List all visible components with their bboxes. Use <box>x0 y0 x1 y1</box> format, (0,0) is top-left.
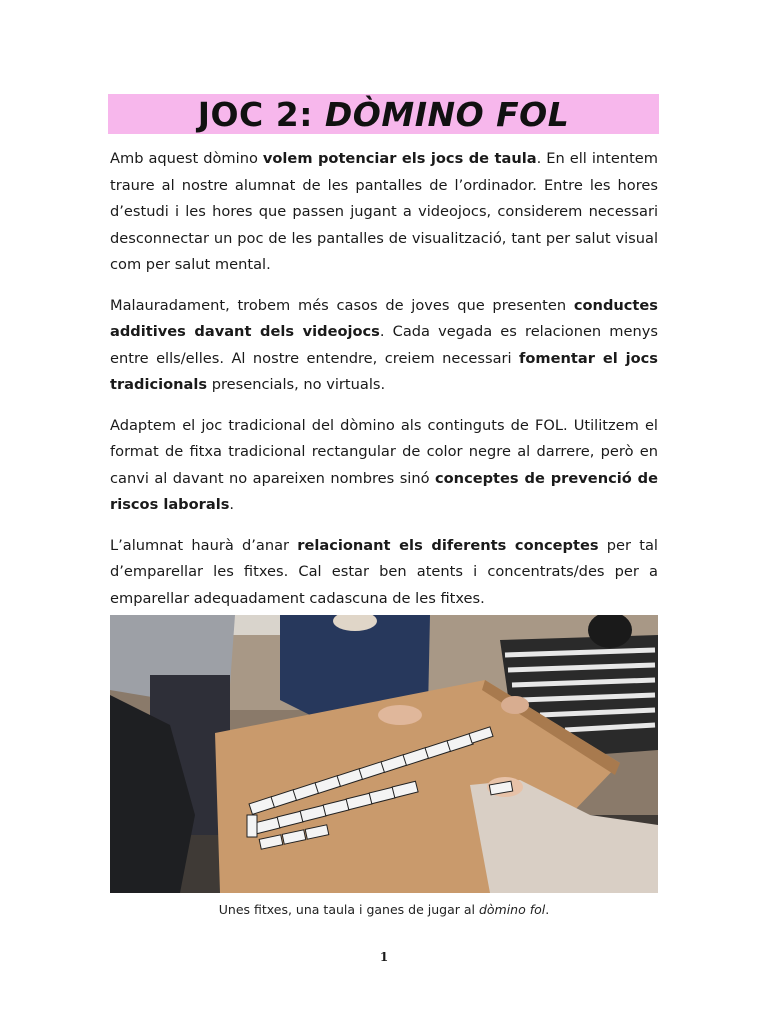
paragraph <box>110 533 658 613</box>
text-segment: . Cada vegada es relacionen menys entre ells/elles. Al nostre entendre, creiem necessari <box>110 323 658 367</box>
page-number: 1 <box>379 950 389 964</box>
photo-domino-game <box>110 615 658 893</box>
caption-italic: dòmino fol <box>478 902 546 917</box>
bold-phrase: conceptes de prevenció de riscos laborals <box>110 469 658 513</box>
caption-suffix: . <box>545 902 550 917</box>
title-prefix: JOC 2: <box>197 94 325 134</box>
text-segment: L’alumnat haurà d’anar <box>110 536 298 554</box>
text-segment: per tal d’emparellar les fitxes. Cal estar ben atents i concentrats/des per a emparellar adequadament cadascuna de les fitxes. <box>110 536 658 607</box>
body-text <box>110 146 658 626</box>
page-title <box>198 95 570 134</box>
bold-phrase: relacionant els diferents conceptes <box>297 536 599 554</box>
photo-hands-center <box>378 705 422 725</box>
text-segment: Adaptem el joc tradicional del dòmino als continguts de FOL. Utilitzem el format de fitxa tradicional rectangular de color negre al darrere, però en canvi al davant no apareixen nombres sinó <box>110 416 658 487</box>
paragraph <box>110 146 658 279</box>
photo-illustration <box>110 615 658 893</box>
paragraph <box>110 413 658 519</box>
caption-prefix: Unes fitxes, una taula i ganes de jugar al <box>218 902 479 917</box>
bold-phrase: fomentar el jocs tradicionals <box>110 349 658 393</box>
text-segment: Amb aquest dòmino <box>110 150 263 167</box>
text-segment: Malauradament, trobem més casos de joves que presenten <box>110 296 574 314</box>
bold-phrase: volem potenciar els jocs de taula <box>262 150 537 167</box>
title-italic: DÒMINO FOL <box>324 94 570 134</box>
paragraph <box>110 293 658 399</box>
text-segment: . En ell intentem traure al nostre alumnat de les pantalles de l’ordinador. Entre les hores d’estudi i les hores que passen jugant a videojocs, considerem necessari desconnectar un poc de les pantalles de visualització, tant per salut visual com per salut mental. <box>110 150 658 273</box>
text-segment: presencials, no virtuals. <box>207 376 386 393</box>
photo-hands-right <box>501 696 529 714</box>
text-segment: . <box>229 496 235 513</box>
title-highlight <box>108 94 659 134</box>
bold-phrase: conductes additives davant dels videojocs <box>110 296 658 340</box>
photo-caption <box>110 902 658 917</box>
